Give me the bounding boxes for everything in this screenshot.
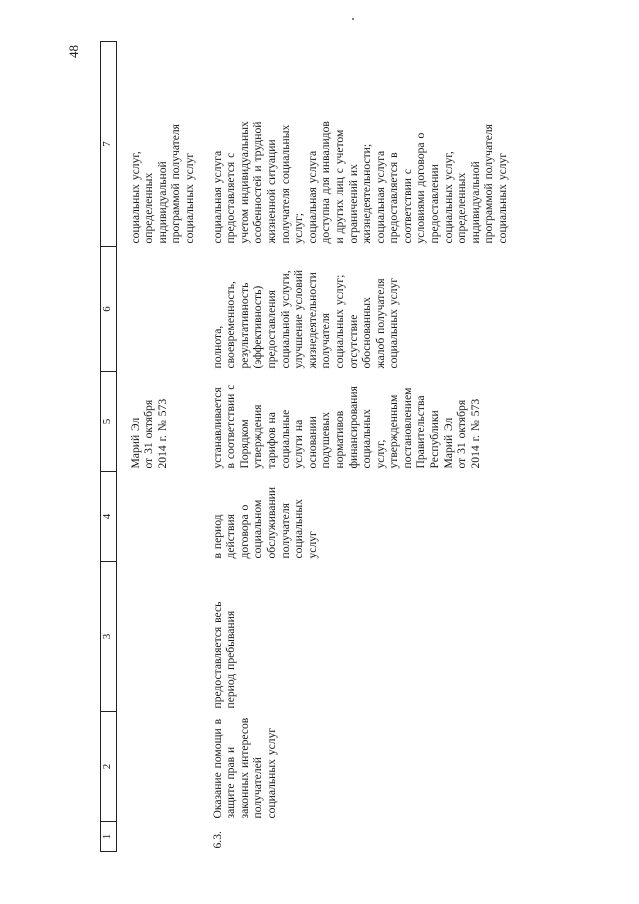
column-number: 1 [101, 822, 117, 852]
table-row-6-3 [211, 42, 512, 852]
continuation-row [116, 42, 210, 852]
page-number: 48 [66, 45, 81, 58]
conditions-continuation: социальных услуг, определенных индивидуальной программой получателя социальных услуг [128, 123, 196, 244]
column-number: 4 [101, 472, 117, 562]
empty-cell [116, 472, 210, 562]
empty-cell [116, 562, 210, 712]
column-number: 7 [101, 42, 117, 247]
quality-indicators: полнота, своевременность, результативность (эффективность) предоставления социальной услуги, улучшение условий жизнедеятельности получателя социальных услуг; отсутствие обоснованных жалоб получателя социальных услуг [210, 269, 401, 369]
service-conditions: социальная услуга предоставляется с учетом индивидуальных особенностей и трудной жизненной ситуации получателя социальных услуг; социальная услуга доступна для инвалидов и других лиц с учетом ограничений их жизнедеятельности; социальная услуга предоставляется в соответствии с условиями договора о предоставлении социальных услуг, определенных индивидуальной программой получателя социальных услуг [210, 121, 510, 244]
rotated-table-container [100, 42, 530, 852]
services-table [100, 41, 512, 852]
empty-cell [116, 247, 210, 372]
empty-cell [116, 712, 210, 822]
empty-cell [116, 822, 210, 852]
tariff-continuation: Марий Эл от 31 октября 2014 г. № 573 [128, 398, 169, 469]
scan-dot-mark [352, 18, 354, 20]
column-number: 2 [101, 712, 117, 822]
service-tariff: устанавливается в соответствии с Порядком утверждения тарифов на социальные услуги на основании подушевых нормативов финансирования социальных услуг, утвержденным постановлением Правительства Республики Марий Эл от 31 октября 2014 г. № 573 [210, 384, 482, 469]
column-number: 6 [101, 247, 117, 372]
column-number: 5 [101, 372, 117, 472]
column-number: 3 [101, 562, 117, 712]
service-timing: в период действия договора о социальном обслуживании получателя социальных услуг [210, 486, 319, 559]
row-number: 6.3. [210, 831, 224, 849]
column-number-row [101, 42, 117, 852]
service-description: предоставляется весь период пребывания [210, 601, 238, 709]
service-name: Оказание помощи в защите прав и законных интересов получателей социальных услуг [210, 717, 278, 819]
